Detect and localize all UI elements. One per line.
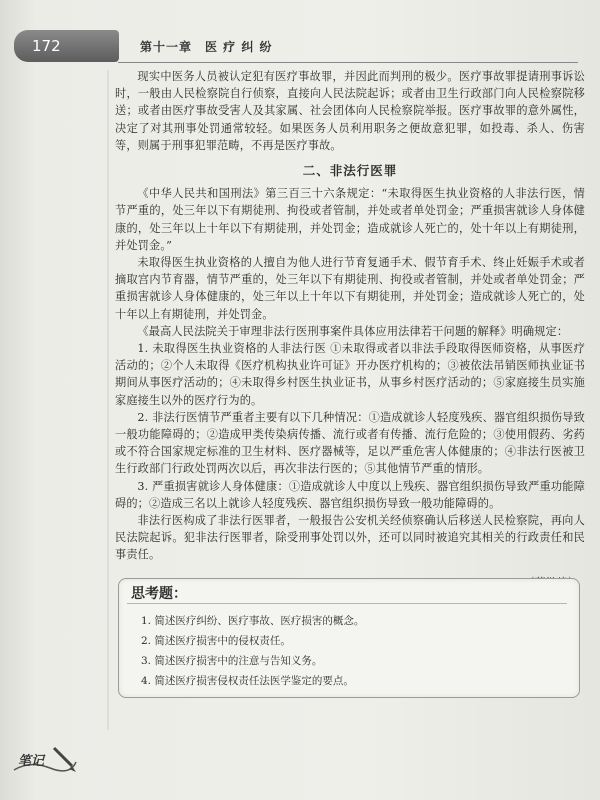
question-item: 1. 简述医疗纠纷、医疗事故、医疗损害的概念。 [141,615,365,627]
questions-rule [127,603,567,604]
chapter-title: 第十一章 医 疗 纠 纷 [140,40,273,54]
margin-decoration [0,0,110,800]
questions-title: 思考题： [131,586,187,602]
question-item: 2. 简述医疗损害中的侵权责任。 [141,635,291,647]
paragraph-5: 1. 未取得医生执业资格的人非法行医 ①未取得或者以非法手段取得医师资格，从事医疗活动的；②个人未取得《医疗机构执业许可证》开办医疗机构的；③被依法吊销医师执业证书期间从事医疗活动的；④未取得乡村医生执业证书，从事乡村医疗活动的；⑤家庭接生员实施家庭接生以外的医疗行为的。 [115,342,585,407]
page-number: 172 [32,37,61,55]
notes-label: 笔记 [18,754,45,769]
body-text [115,68,585,591]
header-rule [118,62,578,63]
paragraph-7: 3. 严重损害就诊人身体健康：①造成就诊人中度以上残疾、器官组织损伤导致严重功能障碍的；②造成三名以上就诊人轻度残疾、器官组织损伤导致一般功能障碍的。 [115,479,585,510]
paragraph-2: 《中华人民共和国刑法》第三百三十六条规定：“未取得医生执业资格的人非法行医，情节严重的，处三年以下有期徒刑、拘役或者管制，并处或者单处罚金；严重损害就诊人身体健康的，处三年以上十年以下有期徒刑，并处罚金；造成就诊人死亡的，处十年以上有期徒刑，并处罚金。” [115,187,585,252]
questions-list [141,611,364,691]
questions-box [118,578,580,698]
paragraph-1: 现实中医务人员被认定犯有医疗事故罪，并因此而判刑的极少。医疗事故罪提请刑事诉讼时，一般由人民检察院自行侦察，直接向人民法院起诉；或者由卫生行政部门向人民检察院移送；或者由医疗事故受害人及其家属、社会团体向人民检察院举报。医疗事故罪的意外属性，决定了对其刑事处罚通常较轻。如果医务人员利用职务之便故意犯罪，如投毒、杀人、伤害等，则属于刑事犯罪范畴，不再是医疗事故。 [115,70,585,152]
paragraph-4: 《最高人民法院关于审理非法行医刑事案件具体应用法律若干问题的解释》明确规定： [137,324,569,338]
question-item: 3. 简述医疗损害中的注意与告知义务。 [141,655,323,667]
paragraph-8: 非法行医构成了非法行医罪者，一般报告公安机关经侦察确认后移送人民检察院，再向人民法院起诉。犯非法行医罪者，除受刑事处罚以外，还可以同时被追究其相关的行政责任和民事责任。 [115,514,585,562]
section-heading: 二、非法行医罪 [302,163,398,179]
paragraph-6: 2. 非法行医情节严重者主要有以下几种情况：①造成就诊人轻度残疾、器官组织损伤导致一般功能障碍的；②造成甲类传染病传播、流行或者有传播、流行危险的；③使用假药、劣药或不符合国家规定标准的卫生材料、医疗器械等，足以严重危害人体健康的；④非法行医被卫生行政部门行政处罚两次以后，再次非法行医的；⑤其他情节严重的情形。 [115,410,585,476]
paragraph-3: 未取得医生执业资格的人擅自为他人进行节育复通手术、假节育手术、终止妊娠手术或者摘取宫内节育器，情节严重的，处三年以下有期徒刑、拘役或者管制，并处或者单处罚金；严重损害就诊人身体健康的，处三年以上十年以下有期徒刑，并处罚金；造成就诊人死亡的，处十年以上有期徒刑，并处罚金。 [115,256,585,321]
page-number-tab [14,30,119,62]
question-item: 4. 简述医疗损害侵权责任法医学鉴定的要点。 [141,675,354,687]
